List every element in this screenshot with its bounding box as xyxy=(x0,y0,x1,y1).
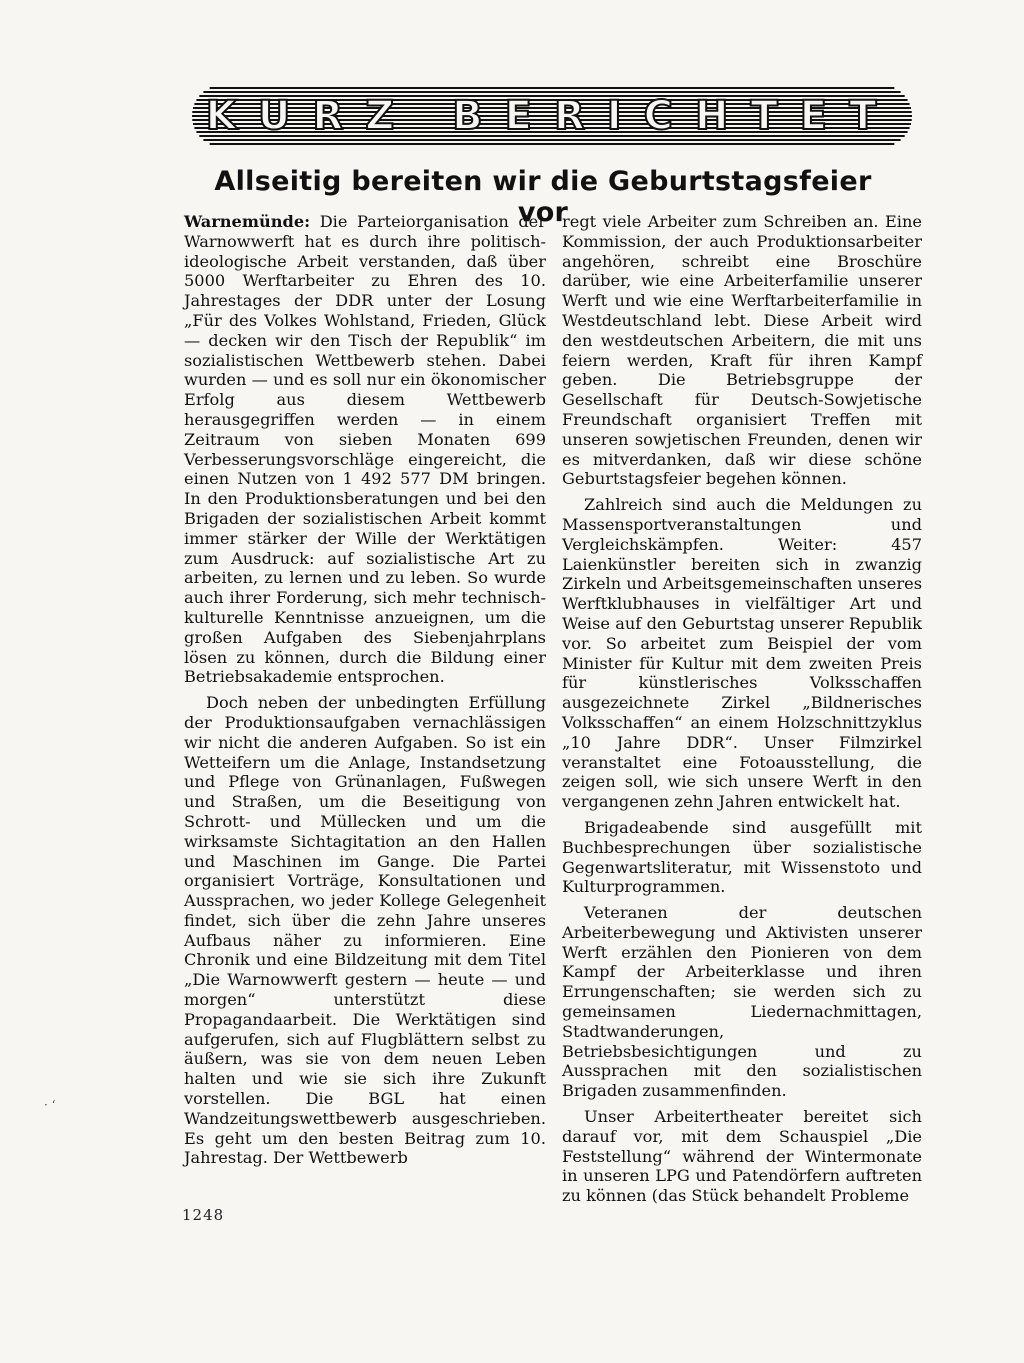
paragraph: Doch neben der unbedingten Erfüllung der Produktionsaufgaben vernachlässigen wir nicht die anderen Aufgaben. So ist ein Wetteifern um die Anlage, Instandsetzung und Pflege von Grünanlagen, Fußwegen und Straßen, um die Beseitigung von Schrott- und Müllecken und um die wirksamste Sichtagitation an den Hallen und Maschinen im Gange. Die Partei organisiert Vorträge, Konsultationen und Aussprachen, wo jeder Kollege Gelegenheit findet, sich über die zehn Jahre unseres Aufbaus näher zu informieren. Eine Chronik und eine Bildzeitung mit dem Titel „Die Warnowwerft gestern — heute — und morgen“ unterstützt diese Propagandaarbeit. Die Werktätigen sind aufgerufen, sich auf Flugblättern selbst zu äußern, was sie von dem neuen Leben halten und wie sie sich ihre Zukunft vorstellen. Die BGL hat einen Wandzeitungswettbewerb ausgeschrieben. Es geht um den besten Beitrag zum 10. Jahrestag. Der Wettbewerb xyxy=(184,693,546,1168)
banner-stripe xyxy=(203,139,900,141)
banner-label: KURZ BERICHTET xyxy=(205,93,899,139)
page-number: 1248 xyxy=(182,1206,225,1224)
margin-mark: · ʻ xyxy=(44,1098,56,1112)
section-banner xyxy=(192,84,912,146)
banner-graphic xyxy=(192,84,912,146)
banner-stripe xyxy=(210,87,895,89)
article-column-left xyxy=(184,212,546,1168)
dateline: Warnemünde: xyxy=(184,212,311,231)
paragraph: regt viele Arbeiter zum Schreiben an. Eine Kommission, der auch Produktionsarbeiter angehören, schreibt eine Broschüre darüber, wie eine Arbeiterfamilie unserer Werft und wie eine Werftarbeiterfamilie in Westdeutschland lebt. Diese Arbeit wird den westdeutschen Arbeitern, die mit uns feiern werden, Kraft für ihren Kampf geben. Die Betriebsgruppe der Gesellschaft für Deutsch-Sowjetische Freundschaft organisiert Treffen mit unseren sowjetischen Freunden, denen wir es mitverdanken, daß wir diese schöne Geburtstagsfeier begehen können. xyxy=(562,212,922,489)
article-headline: Allseitig bereiten wir die Geburtstagsfeier vor xyxy=(214,166,872,228)
article-column-right xyxy=(562,212,922,1206)
paragraph-text: Die Parteiorganisation der Warnowwerft hat es durch ihre politisch-ideologische Arbeit verstanden, daß über 5000 Werftarbeiter zu Ehren des 10. Jahrestages der DDR unter der Losung „Für des Volkes Wohlstand, Frieden, Glück — decken wir den Tisch der Republik“ im sozialistischen Wettbewerb stehen. Dabei wurden — und es soll nur ein ökonomischer Erfolg aus diesem Wettbewerb herausgegriffen werden — in einem Zeitraum von sieben Monaten 699 Verbesserungsvorschläge eingereicht, die einen Nutzen von 1 492 577 DM bringen. In den Produktionsberatungen und bei den Brigaden der sozialistischen Arbeit kommt immer stärker der Wille der Werktätigen zum Ausdruck: auf sozialistische Art zu arbeiten, zu lernen und zu leben. So wurde auch ihrer Forderung, sich mehr technisch-kulturelle Kenntnisse anzueignen, um die großen Aufgaben des Siebenjahrplans lösen zu können, durch die Bildung einer Betriebsakademie entsprochen. xyxy=(184,212,546,687)
paragraph xyxy=(184,212,546,687)
paragraph: Zahlreich sind auch die Meldungen zu Massensportveranstaltungen und Vergleichskämpfen. Weiter: 457 Laienkünstler bereiten sich in zwanzig Zirkeln und Arbeitsgemeinschaften unseres Werftklubhauses in vielfältiger Art und Weise auf den Geburtstag unserer Republik vor. So arbeitet zum Beispiel der vom Minister für Kultur mit dem zweiten Preis für künstlerisches Volksschaffen ausgezeichnete Zirkel „Bildnerisches Volksschaffen“ an einem Holzschnittzyklus „10 Jahre DDR“. Unser Filmzirkel veranstaltet eine Fotoausstellung, die zeigen soll, wie sich unsere Werft in den vergangenen zehn Jahren entwickelt hat. xyxy=(562,495,922,812)
banner-stripe xyxy=(210,143,895,145)
paragraph: Brigadeabende sind ausgefüllt mit Buchbesprechungen über sozialistische Gegenwartsliteratur, mit Wissenstoto und Kulturprogrammen. xyxy=(562,817,922,897)
paragraph: Unser Arbeitertheater bereitet sich darauf vor, mit dem Schauspiel „Die Feststellung“ während der Wintermonate in unseren LPG und Patendörfern auftreten zu können (das Stück behandelt Probleme xyxy=(562,1107,922,1206)
paragraph: Veteranen der deutschen Arbeiterbewegung und Aktivisten unserer Werft erzählen den Pionieren von dem Kampf der Arbeiterklasse und ihren Errungenschaften; sie werden sich zu gemeinsamen Liedernachmittagen, Stadtwanderungen, Betriebsbesichtigungen und zu Aussprachen mit den sozialistischen Brigaden zusammenfinden. xyxy=(562,903,922,1101)
